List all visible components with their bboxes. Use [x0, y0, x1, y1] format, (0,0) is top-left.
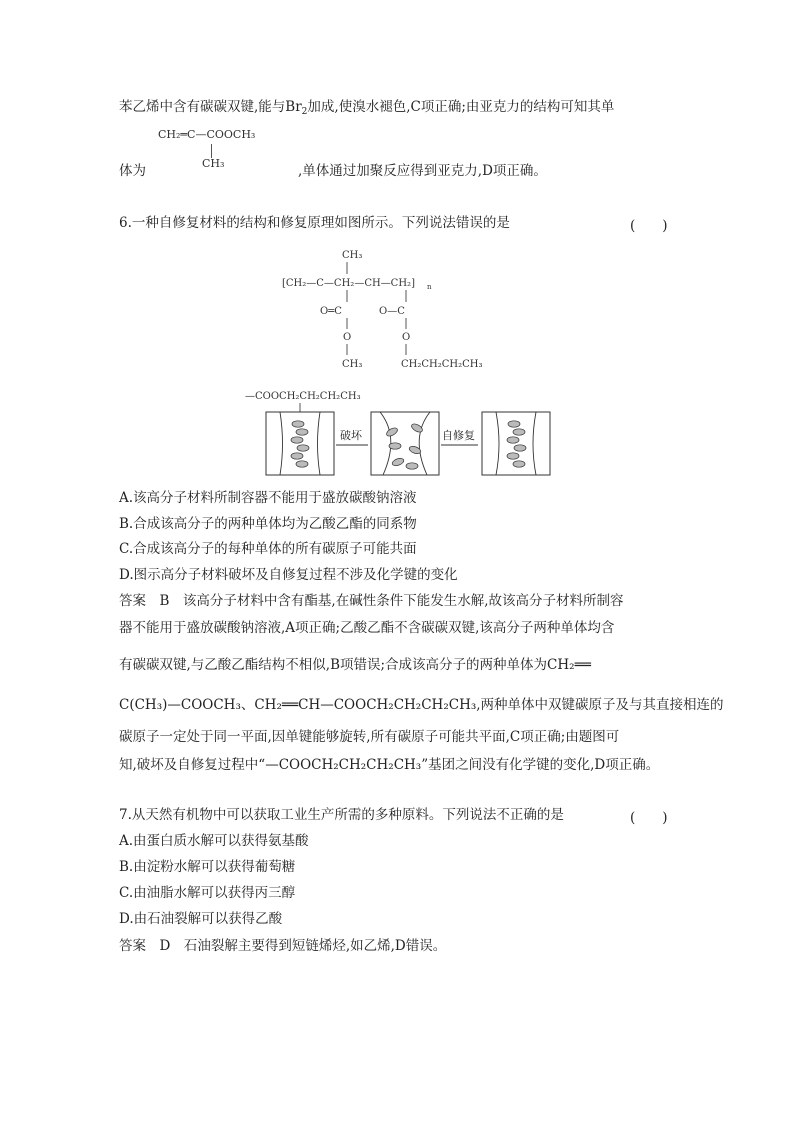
monomer-branch: CH₃	[202, 157, 225, 170]
group-label: —COOCH₂CH₂CH₂CH₃	[245, 391, 361, 402]
poly-chain-n: n	[427, 283, 432, 291]
q7-stem: 7.从天然有机物中可以获取工业生产所需的多种原料。下列说法不正确的是	[119, 807, 564, 823]
q6-option-c: C.合成该高分子的每种单体的所有碳原子可能共面	[119, 541, 417, 557]
poly-end-right: CH₂CH₂CH₂CH₃	[401, 359, 483, 370]
q7-option-a: A.由蛋白质水解可以获得氨基酸	[119, 833, 309, 849]
poly-end-left: CH₃	[342, 359, 363, 370]
q7-option-b: B.由淀粉水解可以获得葡萄糖	[119, 859, 296, 875]
poly-chain: [CH₂—C—CH₂—CH—CH₂]	[282, 278, 415, 289]
q6-option-b: B.合成该高分子的两种单体均为乙酸乙酯的同系物	[119, 516, 417, 532]
poly-co-left: O═C	[320, 306, 342, 317]
q6-option-a: A.该高分子材料所制容器不能用于盛放碳酸钠溶液	[119, 490, 417, 506]
panel-broken	[371, 412, 439, 475]
q7-option-c: C.由油脂水解可以获得丙三醇	[119, 885, 296, 901]
q7-option-d: D.由石油裂解可以获得乙酸	[119, 911, 283, 927]
monomer-formula: CH₂═C—COOCH₃	[158, 128, 256, 141]
repair-diagram	[240, 382, 560, 478]
q6-answer-line3: 有碳碳双键,与乙酸乙酯结构不相似,B项错误;合成该高分子的两种单体为CH₂══	[119, 657, 591, 673]
polymer-structure	[280, 240, 520, 375]
q7-answer: 答案 D 石油裂解主要得到短链烯烃,如乙烯,D错误。	[119, 938, 447, 954]
panel-intact	[266, 412, 334, 475]
q6-answer-line5: 碳原子一定处于同一平面,因单键能够旋转,所有碳原子可能共平面,C项正确;由题图可	[119, 729, 620, 745]
panel-repaired	[482, 412, 550, 475]
q6-answer-line2: 器不能用于盛放碳酸钠溶液,A项正确;乙酸乙酯不含碳碳双键,该高分子两种单体均含	[119, 620, 615, 636]
arrow-break-label: 破坏	[340, 429, 362, 442]
q6-answer-line6: 知,破坏及自修复过程中“—COOCH₂CH₂CH₂CH₃”基团之间没有化学键的变化,D项正确。	[119, 757, 660, 773]
q7-answer-paren: ( )	[630, 810, 668, 826]
q5-text-line1: 苯乙烯中含有碳碳双键,能与$Br_2$加成,使溴水褪色,C项正确;由亚克力的结构可知其单	[119, 99, 615, 117]
q6-option-d: D.图示高分子材料破坏及自修复过程不涉及化学键的变化	[119, 567, 458, 583]
arrow-repair-label: 自修复	[442, 429, 475, 442]
poly-o-left: O	[343, 332, 352, 343]
q6-answer-paren: ( )	[630, 218, 668, 234]
q6-stem: 6.一种自修复材料的结构和修复原理如图所示。下列说法错误的是	[119, 215, 510, 231]
poly-co-right: O—C	[379, 306, 405, 317]
monomer-bond	[211, 144, 212, 158]
poly-top-ch3: CH₃	[342, 250, 363, 261]
q6-answer-line4: C(CH₃)—COOCH₃、CH₂══CH—COOCH₂CH₂CH₂CH₃,两种单体中双键碳原子及与其直接相连的	[119, 697, 724, 713]
q5-text-line2a: 体为	[119, 163, 146, 179]
q5-text-line2b: ,单体通过加聚反应得到亚克力,D项正确。	[298, 163, 547, 179]
poly-o-right: O	[402, 332, 411, 343]
q6-answer-line1: 答案 B 该高分子材料中含有酯基,在碱性条件下能发生水解,故该高分子材料所制容	[119, 593, 624, 609]
